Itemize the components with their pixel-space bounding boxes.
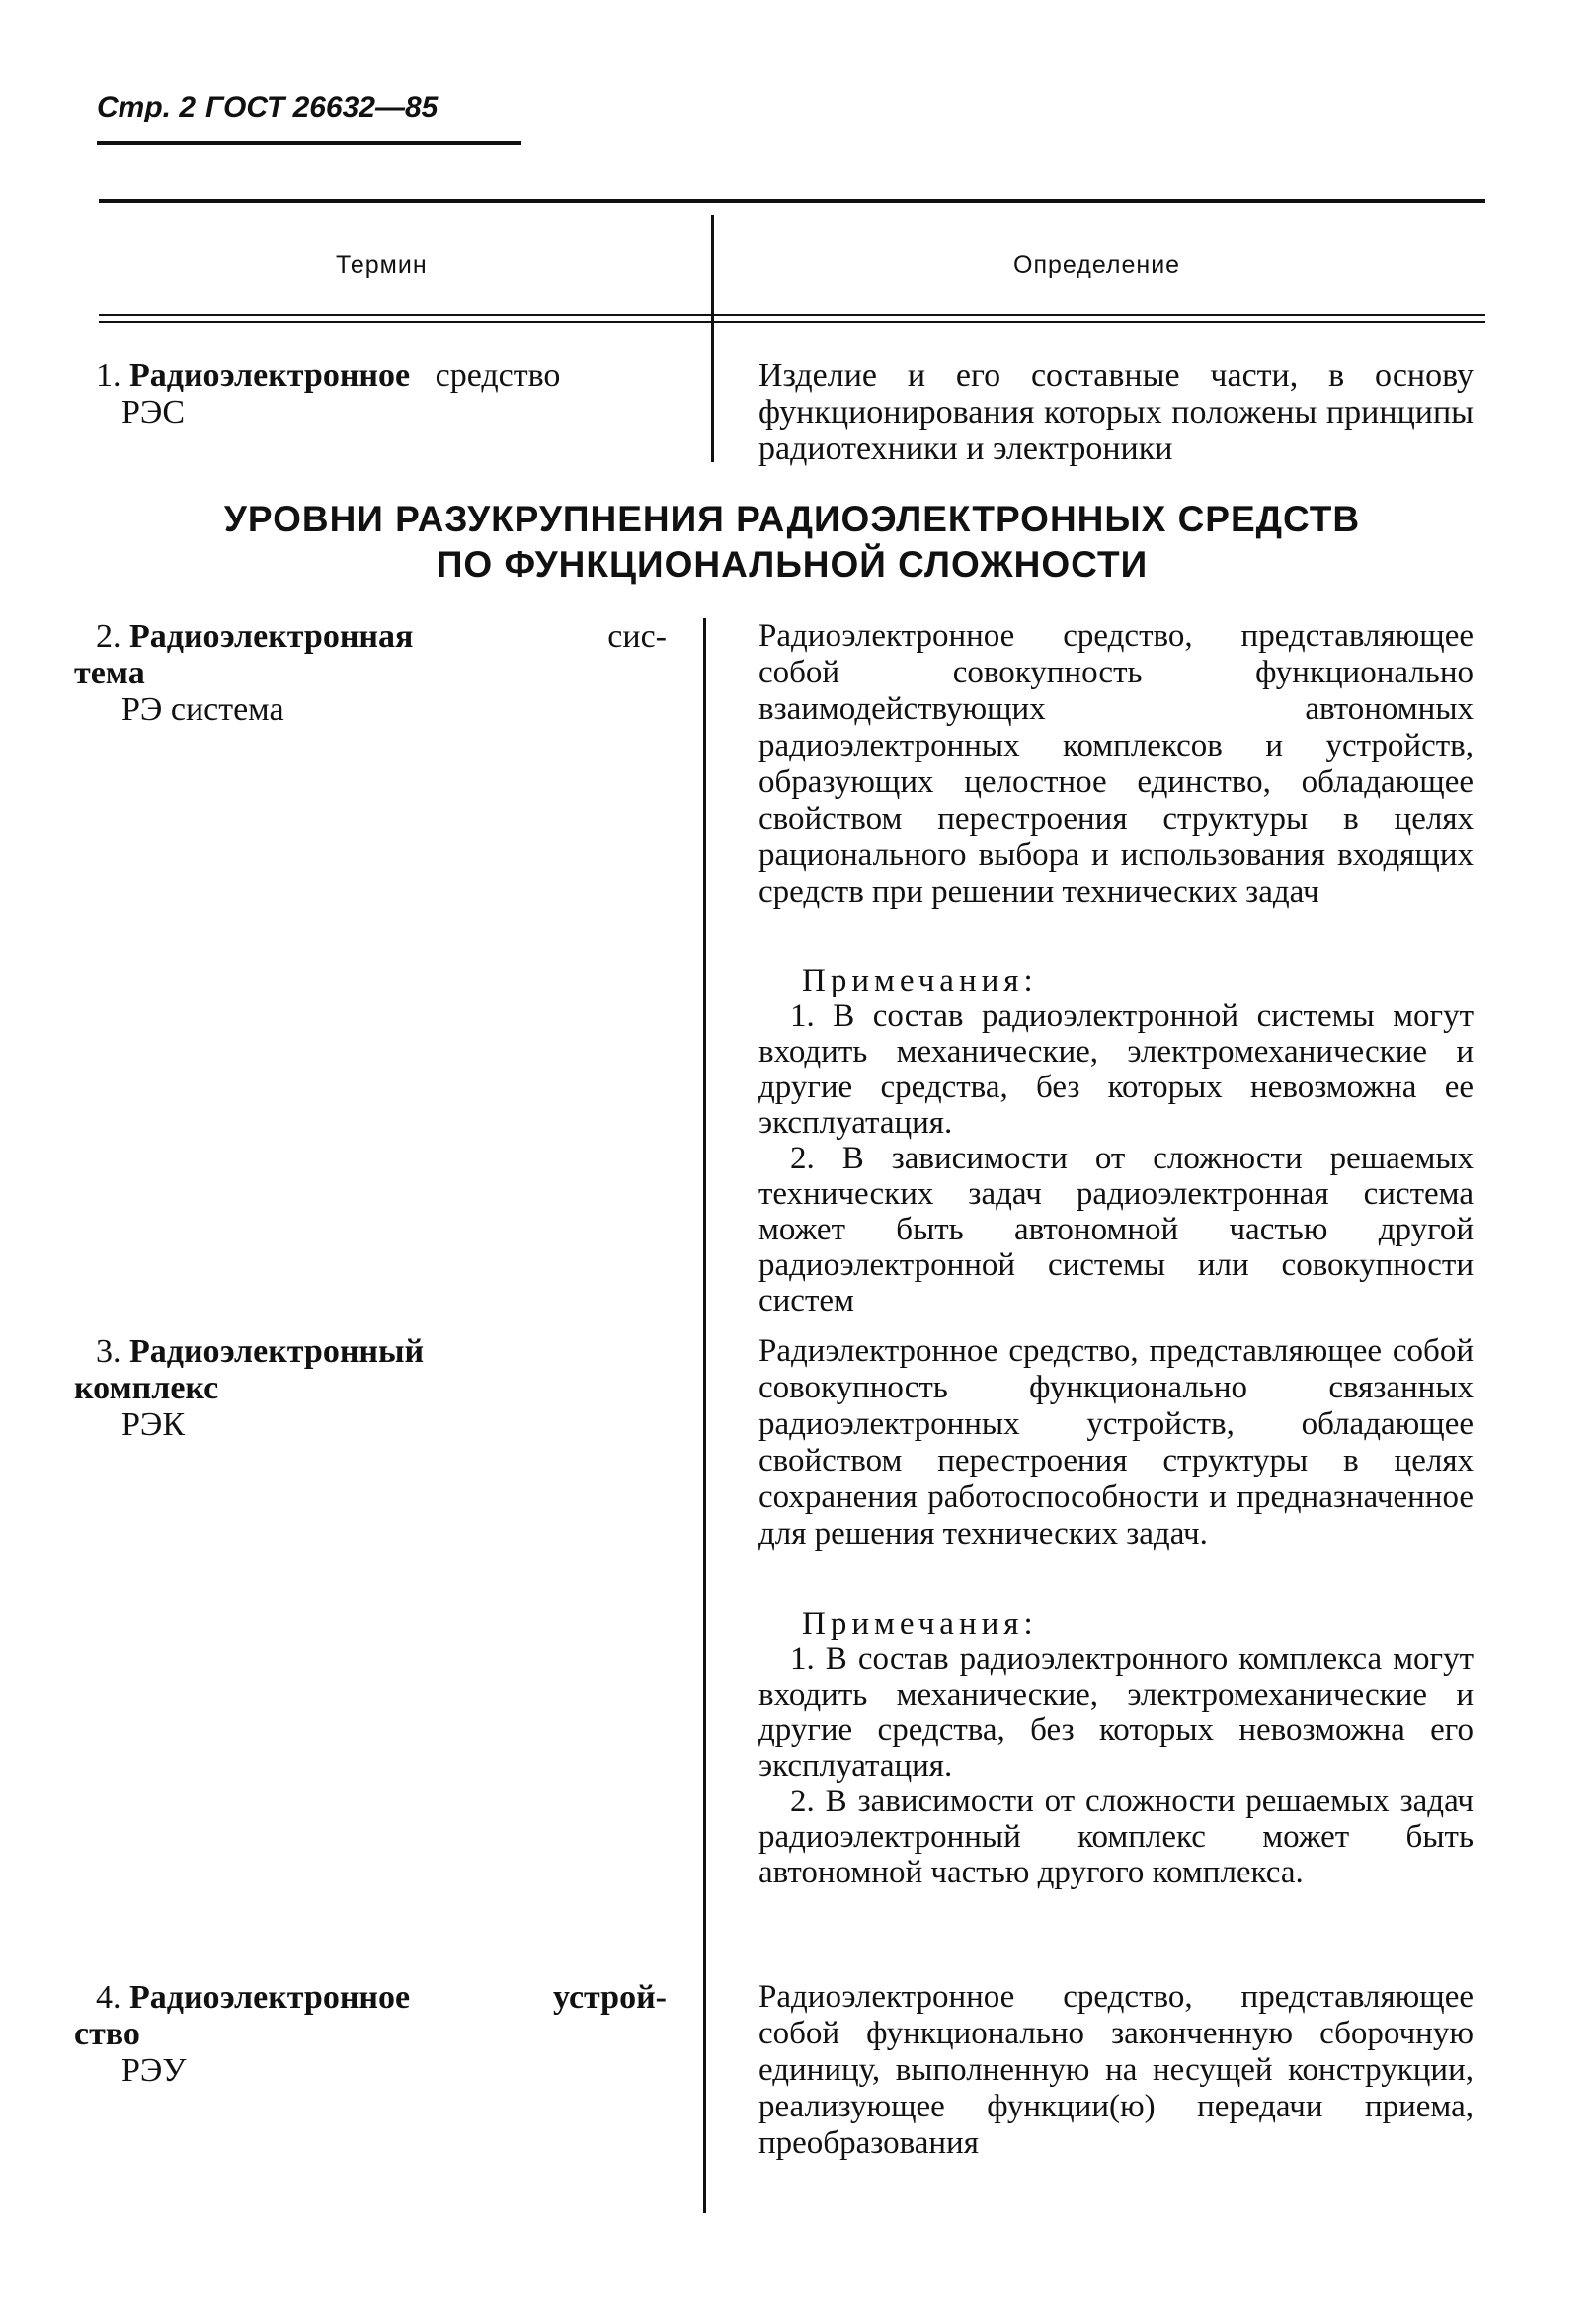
section-title	[99, 497, 1485, 588]
term-title-tail: ство	[74, 2016, 140, 2052]
term-entry-3	[74, 1333, 667, 1443]
page-number: Стр. 2	[97, 91, 197, 123]
column-separator-main	[703, 618, 706, 2213]
note-item: 2. В зависимости от сложности решаемых технических задач радиоэлектронная система может быть автономной частью другой радиоэлектронной системы или совокупности систем	[758, 1141, 1474, 1318]
note-item: 1. В состав радиоэлектронной системы могут входить механические, электромеханические и другие средства, без которых невозможна ее эксплуатация.	[758, 998, 1474, 1141]
term-title: Радиоэлектронное	[129, 358, 411, 394]
term-title-end: устрой-	[553, 1979, 667, 2016]
note-item: 2. В зависимости от сложности решаемых задач радиоэлектронный комплекс может быть автономной частью другого комплекса.	[758, 1784, 1474, 1890]
term-number: 2.	[96, 618, 121, 655]
page-header	[97, 91, 438, 124]
definition-3: Радиэлектронное средство, представляющее собой совокупность функционально связанных радиоэлектронных устройств, обладающее свойством перестроения структуры в целях сохранения работоспособности и предназначенное для решения технических задач.	[758, 1333, 1474, 1552]
section-title-line-1: УРОВНИ РАЗУКРУПНЕНИЯ РАДИОЭЛЕКТРОННЫХ СРЕДСТВ	[223, 499, 1361, 539]
standard-number: ГОСТ 26632—85	[205, 91, 439, 123]
column-header-term: Термин	[336, 251, 428, 279]
definition-1: Изделие и его составные части, в основу функционирования которых положены принципы радиотехники и электроники	[758, 358, 1474, 467]
definition-4: Радиоэлектронное средство, представляющее собой функционально законченную сборочную единицу, выполненную на несущей конструкции, реализующее функции(ю) передачи приема, преобразования	[758, 1979, 1474, 2161]
column-header-definition: Определение	[1013, 251, 1181, 279]
column-separator-top	[711, 215, 714, 462]
term-title: Радиоэлектронная	[129, 618, 414, 655]
term-entry-1	[74, 358, 667, 431]
definition-2: Радиоэлектронное средство, представляющее собой совокупность функционально взаимодействующих автономных радиоэлектронных комплексов и устройств, образующих целостное единство, обладающее свойством перестроения структуры в целях рационального выбора и использования входящих средств при решении технических задач	[758, 618, 1474, 910]
header-underline	[97, 141, 521, 145]
note-item: 1. В состав радиоэлектронного комплекса могут входить механические, электромеханические и другие средства, без которых невозможна его эксплуатация.	[758, 1641, 1474, 1784]
notes-title: Примечания:	[802, 1606, 1038, 1641]
term-number: 1.	[96, 358, 121, 394]
term-title-end: средство	[435, 358, 561, 394]
section-title-line-2: ПО ФУНКЦИОНАЛЬНОЙ СЛОЖНОСТИ	[436, 544, 1149, 585]
table-head-rule-2	[99, 321, 1485, 323]
notes-3	[758, 1606, 1474, 1890]
term-abbreviation: РЭ система	[121, 691, 284, 728]
term-title-tail: комплекс	[74, 1370, 219, 1406]
term-title-end: сис-	[607, 618, 667, 655]
term-entry-2	[74, 618, 667, 728]
table-head-rule-1	[99, 314, 1485, 316]
term-title: Радиоэлектронный	[129, 1333, 425, 1370]
term-abbreviation: РЭУ	[121, 2052, 187, 2089]
term-abbreviation: РЭК	[121, 1406, 186, 1443]
term-title-tail: тема	[74, 655, 145, 691]
term-title: Радиоэлектронное	[129, 1979, 411, 2016]
notes-2	[758, 963, 1474, 1318]
table-top-rule	[99, 199, 1485, 203]
term-abbreviation: РЭС	[121, 394, 186, 431]
term-entry-4	[74, 1979, 667, 2089]
term-number: 3.	[96, 1333, 121, 1370]
term-number: 4.	[96, 1979, 121, 2016]
notes-title: Примечания:	[802, 963, 1038, 998]
